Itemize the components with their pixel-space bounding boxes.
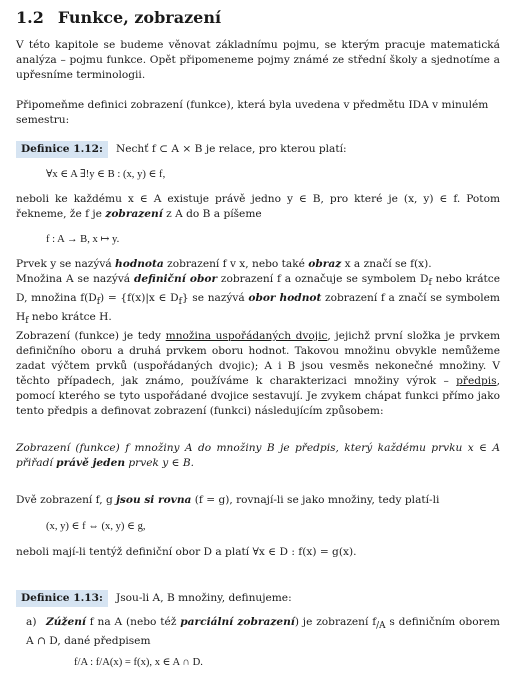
def-text: } se nazývá xyxy=(181,292,249,305)
definition-1-12-label: Definice 1.12: xyxy=(16,141,108,158)
def-text: zobrazení f a značí se symbolem H xyxy=(16,292,500,324)
def-text: nebo krátce H. xyxy=(28,311,112,324)
para-text: , pomocí kterého se tyto uspořádané dvojice sestavují. Je zvykem chápat funkci přímo jako tento předpis a definovat zobrazení (funkci) následujícím způsobem: xyxy=(16,375,500,417)
formula-mapping: f : A → B, x ↦ y. xyxy=(46,234,120,245)
equality-after-paragraph: neboli mají-li tentýž definiční obor D a platí ∀x ∈ D : f(x) = g(x). xyxy=(16,546,357,558)
term-hodnota: hodnota xyxy=(115,258,164,270)
section-heading xyxy=(16,8,221,27)
para-text: Zobrazení (funkce) je tedy xyxy=(16,330,166,342)
def-text: neboli ke každému x ∈ A existuje právě jedno y ∈ B, pro které je (x, y) ∈ f. Potom řekneme, že f je xyxy=(16,193,500,220)
term-parcialni-zobrazeni: parciální zobrazení xyxy=(180,616,295,628)
term-obraz: obraz xyxy=(308,258,342,270)
term-jsou-si-rovna: jsou si rovna xyxy=(116,494,192,506)
underlined-ordered-pairs: množina uspořádaných dvojic xyxy=(165,330,328,342)
def-text: x a značí se f(x). xyxy=(341,258,432,270)
underlined-predpis: předpis xyxy=(456,375,497,387)
term-obor-hodnot: obor hodnot xyxy=(248,292,322,305)
definition-1-13-label: Definice 1.13: xyxy=(16,590,108,607)
def-text: zobrazení f v x, nebo také xyxy=(163,258,309,270)
definition-1-12-paragraph-1 xyxy=(16,192,500,222)
list-marker: a) xyxy=(26,616,37,628)
subscript: f xyxy=(178,297,182,308)
term-zobrazeni: zobrazení xyxy=(105,208,163,220)
definition-1-12-paragraph-3 xyxy=(16,272,500,329)
set-of-pairs-paragraph xyxy=(16,329,500,419)
recall-paragraph: Připomeňme definici zobrazení (funkce), která byla uvedena v předmětu IDA v minulém semestru: xyxy=(16,99,489,126)
subscript: /A xyxy=(376,621,386,632)
def-text: ) = {f(x)|x ∈ D xyxy=(100,292,179,305)
formula-equivalence: (x, y) ∈ f ⇔ (x, y) ∈ g, xyxy=(46,521,146,532)
term-definicni-obor: definiční obor xyxy=(133,273,218,285)
subscript: f xyxy=(428,278,432,289)
italic-function-definition xyxy=(16,441,500,471)
term-zuzeni: Zúžení xyxy=(46,616,86,628)
subscript: f xyxy=(25,316,29,327)
equality-paragraph xyxy=(16,493,500,508)
formula-unique-existence: ∀x ∈ A ∃!y ∈ B : (x, y) ∈ f, xyxy=(46,169,166,180)
def-text: z A do B a píšeme xyxy=(162,208,262,220)
def-text: Prvek y se nazývá xyxy=(16,258,116,270)
item-text: s definičním oborem A ∩ D, dané předpisem xyxy=(26,616,500,648)
item-text: ) je zobrazení f xyxy=(294,616,377,628)
italic-text: prvek y ∈ B. xyxy=(125,457,194,469)
emphasis-prave-jeden: právě jeden xyxy=(56,457,126,469)
formula-restriction: f/A : f/A(x) = f(x), x ∈ A ∩ D. xyxy=(74,657,203,668)
section-title: Funkce, zobrazení xyxy=(57,8,222,27)
def-text: zobrazení f a označuje se symbolem D xyxy=(217,273,429,285)
def-text: Množina A se nazývá xyxy=(16,273,134,285)
definition-1-13-lead: Jsou-li A, B množiny, definujeme: xyxy=(115,592,292,604)
para-text: Dvě zobrazení f, g xyxy=(16,494,117,506)
definition-1-12-paragraph-2 xyxy=(16,257,500,272)
subscript: f xyxy=(96,297,101,308)
definition-1-13-item-a xyxy=(26,615,500,649)
intro-paragraph: V této kapitole se budeme věnovat základnímu pojmu, se kterým pracuje matematická analýza – pojmu funkce. Opět připomeneme pojmy známé ze střední školy a sjednotíme a upřesníme terminologii. xyxy=(16,39,500,81)
section-number: 1.2 xyxy=(16,8,44,27)
definition-1-12-header xyxy=(16,141,500,158)
definition-1-12-lead: Nechť f ⊂ A × B je relace, pro kterou platí: xyxy=(115,143,347,155)
para-text: , jejichž první složka je prvkem definičního oboru a druhá prvkem oboru hodnot. Takovou množinu obvykle nemůžeme zadat výčtem prvků (uspořádaných dvojic); A i B jsou vesměs nekonečné množiny. V těchto případech, jak známo, používáme k charakterizaci množiny výrok – xyxy=(16,330,501,387)
def-text: nebo krátce D, množina f(D xyxy=(16,273,500,305)
italic-text: Zobrazení (funkce) f množiny A do množiny B je předpis, který každému prvku x ∈ A přiřadí xyxy=(16,442,500,469)
item-text: f na A (nebo též xyxy=(85,616,181,628)
para-text: (f = g), rovnají-li se jako množiny, tedy platí-li xyxy=(191,494,440,506)
definition-1-13-header xyxy=(16,590,500,607)
